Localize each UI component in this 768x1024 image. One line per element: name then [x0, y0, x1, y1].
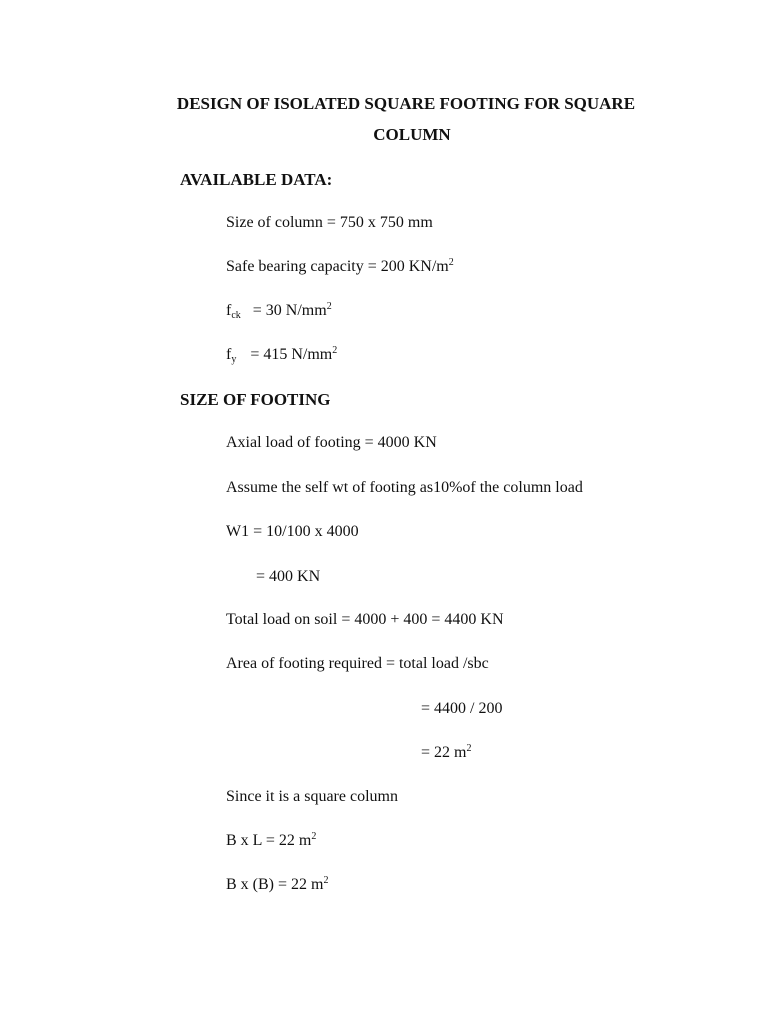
fck-symbol: f [226, 302, 232, 319]
axial-load-line: Axial load of footing = 4000 KN [226, 434, 437, 451]
b-times-b-text: B x (B) = 22 m [226, 876, 324, 893]
b-times-l-line [226, 832, 316, 850]
fck-line [226, 302, 332, 320]
fy-line [226, 346, 337, 364]
self-weight-assumption-line: Assume the self wt of footing as10%of the column load [226, 479, 583, 496]
section-heading-available-data: AVAILABLE DATA: [180, 170, 333, 189]
area-result-text: = 22 m [421, 744, 467, 761]
fck-superscript: 2 [326, 301, 332, 312]
fck-value: = 30 N/mm [252, 302, 327, 319]
area-calc-line: = 4400 / 200 [421, 700, 503, 717]
fy-symbol: f [226, 346, 232, 363]
sbc-superscript: 2 [448, 257, 454, 268]
b-times-l-text: B x L = 22 m [226, 832, 312, 849]
column-size-line: Size of column = 750 x 750 mm [226, 214, 433, 231]
sbc-line [226, 258, 454, 276]
area-result-line [421, 744, 471, 762]
b-times-l-superscript: 2 [311, 831, 317, 842]
b-times-b-line [226, 876, 328, 894]
w1-line: W1 = 10/100 x 4000 [226, 523, 359, 540]
w1-result-line: = 400 KN [256, 568, 321, 585]
fck-subscript: ck [231, 310, 241, 321]
sbc-text: Safe bearing capacity = 200 KN/m [226, 258, 449, 275]
section-heading-size-of-footing: SIZE OF FOOTING [180, 390, 331, 409]
document-title-line2: COLUMN [373, 125, 451, 144]
b-times-b-superscript: 2 [323, 875, 329, 886]
square-column-note-line: Since it is a square column [226, 788, 398, 805]
area-result-superscript: 2 [466, 743, 472, 754]
fy-value: = 415 N/mm [250, 346, 333, 363]
fy-subscript: y [231, 354, 237, 365]
fy-superscript: 2 [332, 345, 338, 356]
document-title-line1: DESIGN OF ISOLATED SQUARE FOOTING FOR SQUARE [176, 94, 636, 113]
total-load-line: Total load on soil = 4000 + 400 = 4400 KN [226, 611, 504, 628]
area-required-line: Area of footing required = total load /sbc [226, 655, 489, 672]
